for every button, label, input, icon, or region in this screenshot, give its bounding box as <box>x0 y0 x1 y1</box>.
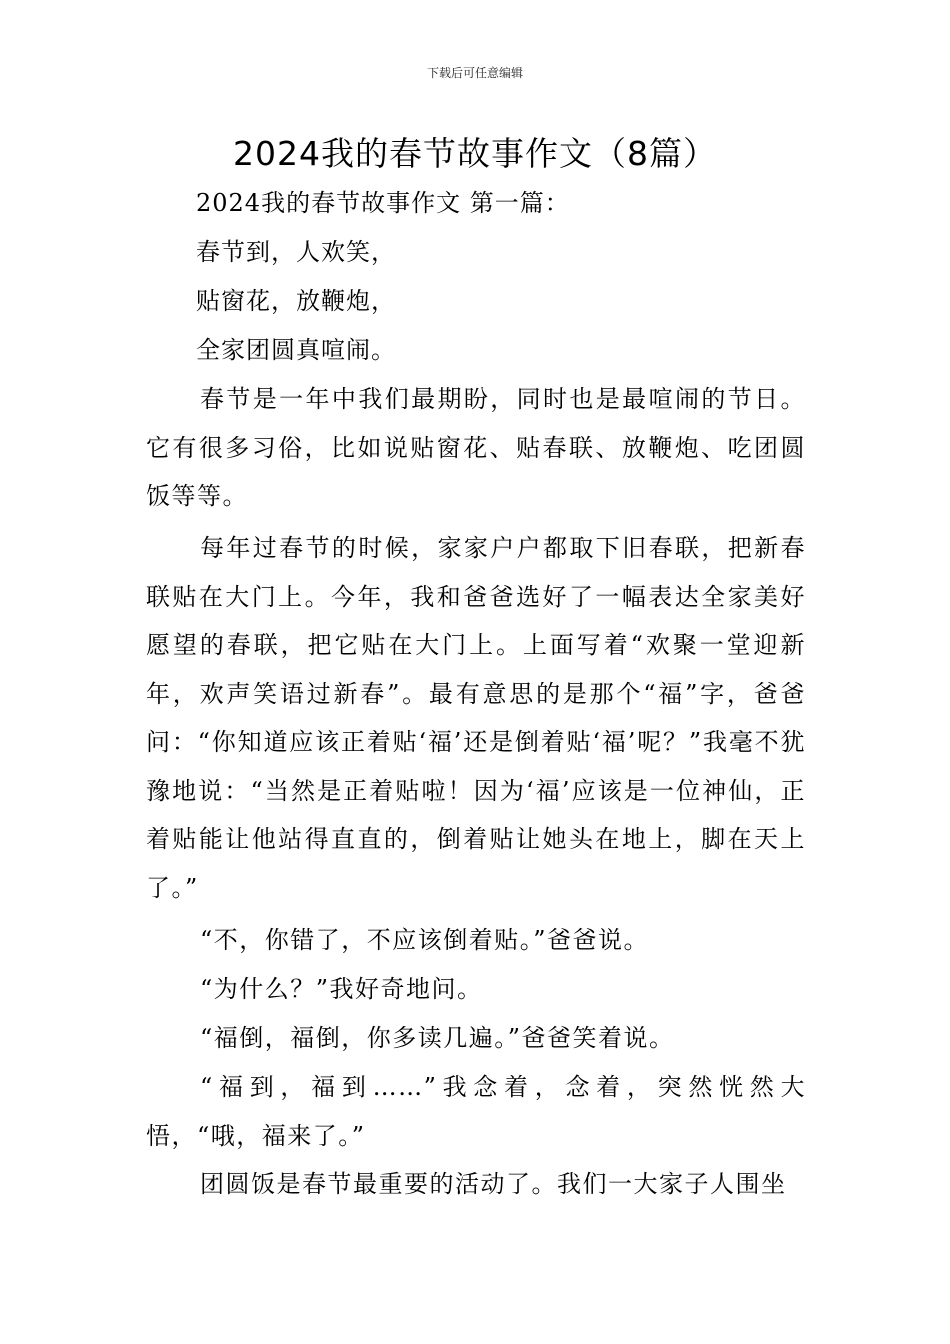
poem-line: 全家团圆真喧闹。 <box>196 336 396 364</box>
body-paragraph: 团圆饭是春节最重要的活动了。我们一大家子人围坐 <box>200 1170 787 1198</box>
body-paragraph: 春节是一年中我们最期盼，同时也是最喧闹的节日。它有很多习俗，比如说贴窗花、贴春联、放鞭炮、吃团圆饭等等。 <box>146 385 806 510</box>
poem-line: 贴窗花，放鞭炮， <box>196 287 396 315</box>
poem-line: 春节到，人欢笑， <box>196 238 396 266</box>
section-heading: 2024我的春节故事作文 第一篇： <box>196 189 570 217</box>
body-paragraph: “福到，福到……”我念着，念着，突然恍然大悟，“哦，福来了。” <box>146 1073 806 1150</box>
body-paragraph: “福倒，福倒，你多读几遍。”爸爸笑着说。 <box>200 1024 675 1052</box>
body-paragraph: 每年过春节的时候，家家户户都取下旧春联，把新春联贴在大门上。今年，我和爸爸选好了一幅表达全家美好愿望的春联，把它贴在大门上。上面写着“欢聚一堂迎新年，欢声笑语过新春”。最有意思的是那个“福”字，爸爸问：“你知道应该正着贴‘福’还是倒着贴‘福’呢？”我毫不犹豫地说：“当然是正着贴啦！因为‘福’应该是一位神仙，正着贴能让他站得直直的，倒着贴让她头在地上，脚在天上了。” <box>146 534 806 902</box>
body-paragraph: “为什么？”我好奇地问。 <box>200 975 483 1003</box>
header-note: 下载后可任意编辑 <box>426 66 523 80</box>
body-paragraph: “不，你错了，不应该倒着贴。”爸爸说。 <box>200 926 650 954</box>
document-title: 2024我的春节故事作文（8篇） <box>233 134 717 173</box>
